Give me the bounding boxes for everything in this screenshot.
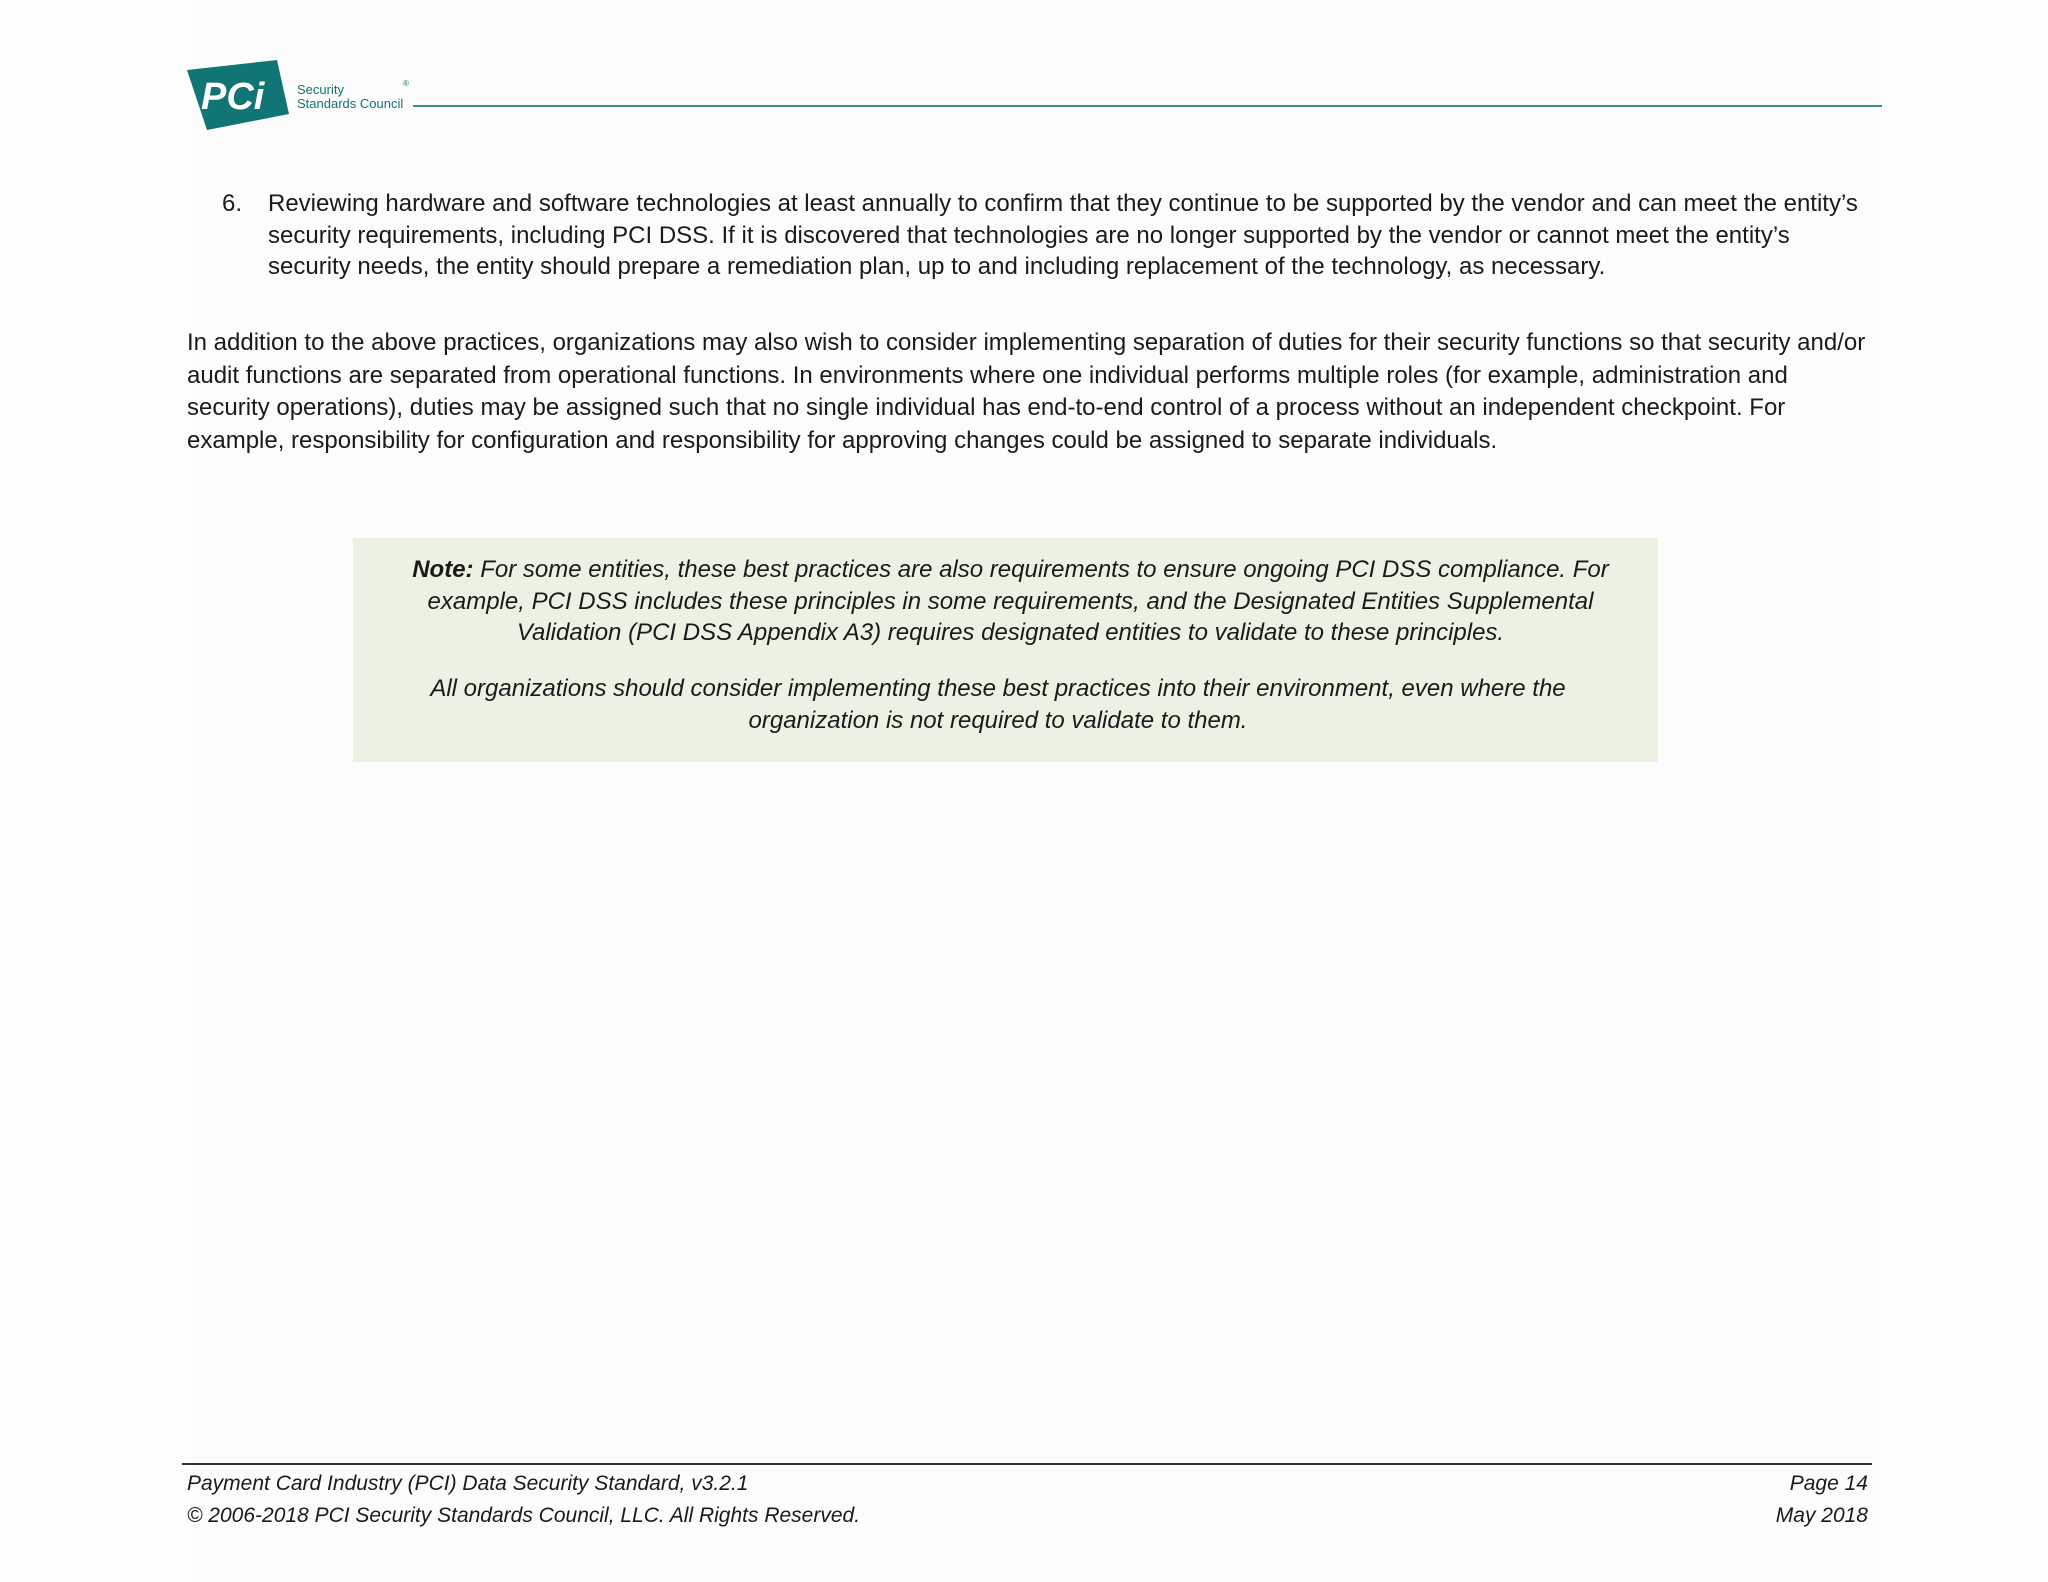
footer-rule bbox=[182, 1463, 1872, 1465]
logo-line-council: Standards Council bbox=[297, 96, 404, 111]
footer-page-number: Page 14 bbox=[1789, 1472, 1868, 1495]
list-item-text: Reviewing hardware and software technologies at least annually to confirm that they continue to be supported by the vendor and can meet the entity’s security requirements, including PCI DSS. If it is discovered that technologies are no longer supported by the vendor or cannot meet the entity’s security needs, the entity should prepare a remediation plan, up to and including replacement of the technology, as necessary. bbox=[268, 190, 1858, 280]
footer-right bbox=[1568, 1468, 1868, 1532]
list-item bbox=[222, 188, 1872, 283]
list-item-number: 6. bbox=[222, 190, 243, 217]
body-paragraph: In addition to the above practices, organizations may also wish to consider implementing separation of duties for their security functions so that security and/or audit functions are separated from operational functions. In environments where one individual performs multiple roles (for example, administration and security operations), duties may be assigned such that no single individual has end-to-end control of a process without an independent checkpoint. For example, responsibility for configuration and responsibility for approving changes could be assigned to separate individuals. bbox=[187, 329, 1866, 454]
footer-doc-title: Payment Card Industry (PCI) Data Security Standard, v3.2.1 bbox=[187, 1472, 749, 1495]
logo-line-security: Security bbox=[297, 82, 344, 97]
footer-date: May 2018 bbox=[1775, 1504, 1868, 1527]
note-paragraph-1 bbox=[383, 554, 1638, 649]
logo-mark-text: PCi bbox=[201, 76, 265, 118]
pci-logo-icon bbox=[185, 56, 415, 132]
note-label: Note: bbox=[412, 556, 474, 583]
logo-registered-mark: ® bbox=[403, 79, 409, 88]
header-rule bbox=[413, 105, 1882, 107]
footer-copyright: © 2006-2018 PCI Security Standards Council, LLC. All Rights Reserved. bbox=[187, 1504, 861, 1527]
pci-ssc-logo bbox=[185, 56, 415, 132]
footer-left bbox=[187, 1468, 1387, 1532]
note-box bbox=[353, 538, 1658, 762]
note-text-1: For some entities, these best practices are also requirements to ensure ongoing PCI DSS compliance. For example, PCI DSS includes these principles in some requirements, and the Designated Entities Supplemental Validation (PCI DSS Appendix A3) requires designated entities to validate to these principles. bbox=[427, 556, 1609, 646]
note-paragraph-2: All organizations should consider implementing these best practices into their environment, even where the organization is not required to validate to them. bbox=[430, 675, 1566, 734]
